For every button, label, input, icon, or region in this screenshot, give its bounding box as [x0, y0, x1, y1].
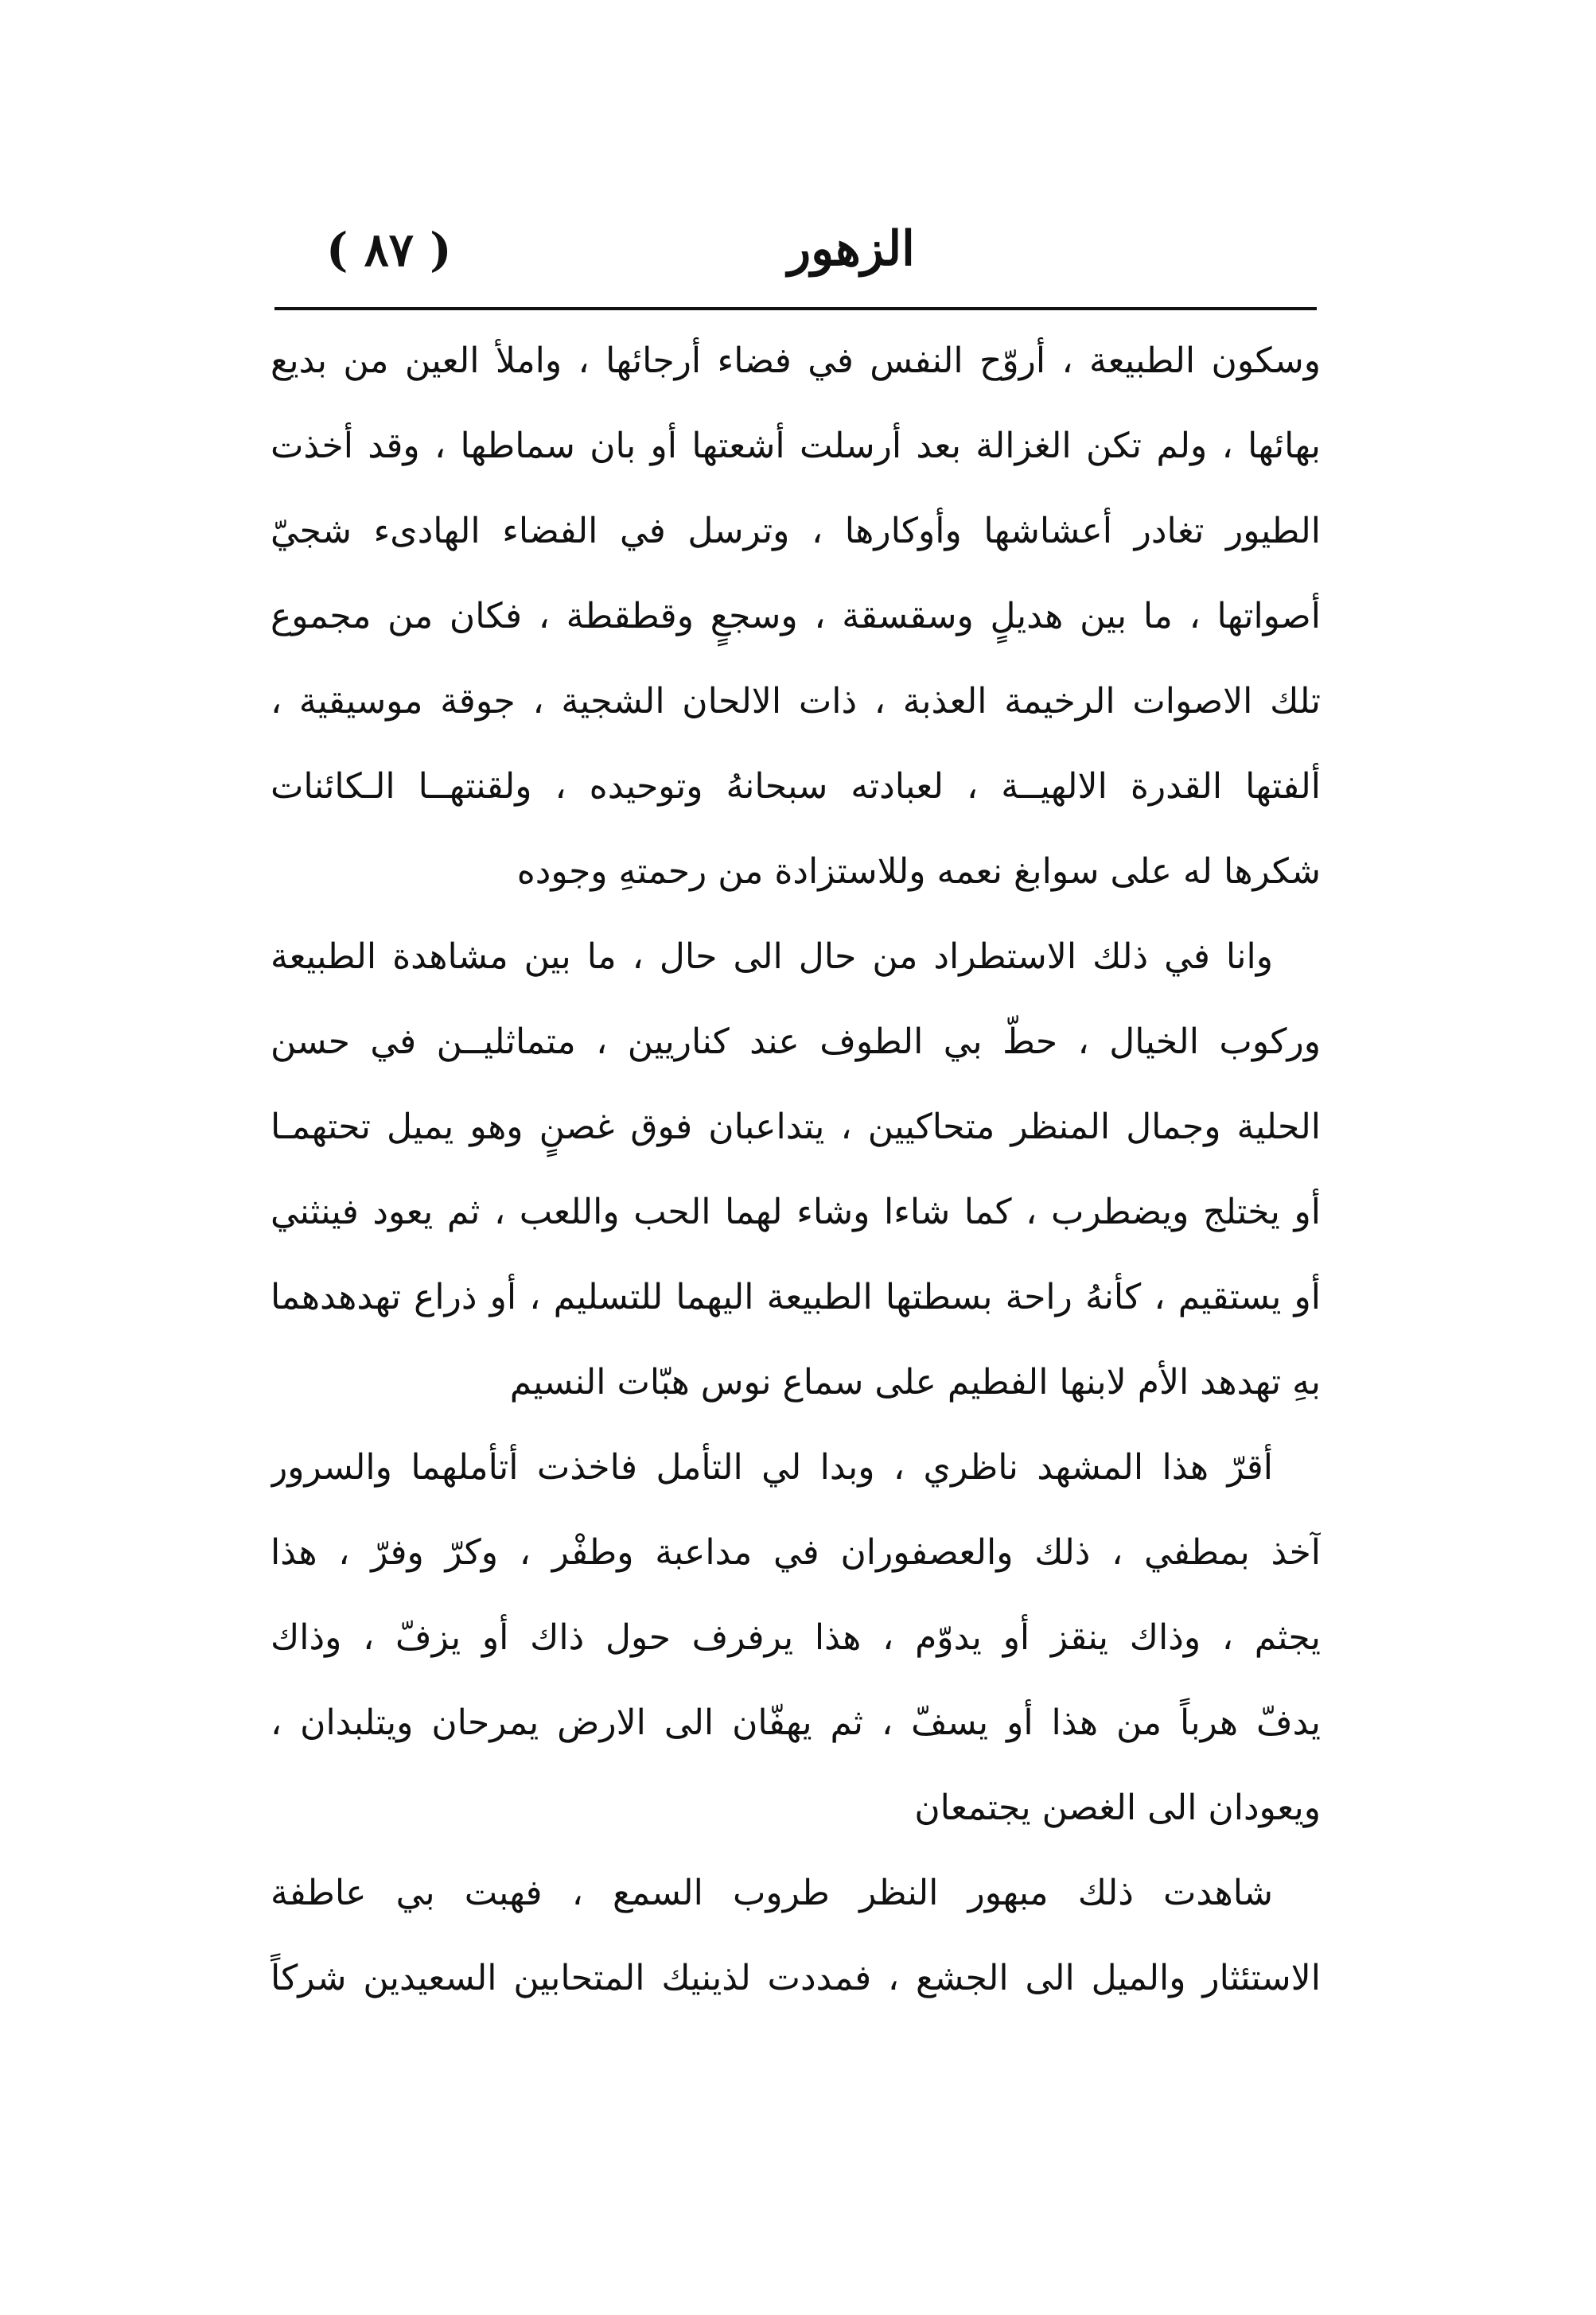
text-line: وسكون الطبيعة ، أروّح النفس في فضاء أرجائها ، واملأ العين من بديع	[271, 340, 1321, 381]
paragraph	[271, 318, 1321, 914]
text-line: شاهدت ذلك مبهور النظر طروب السمع ، فهبت بي عاطفة	[271, 1873, 1273, 1913]
text-line: تلك الاصوات الرخيمة العذبة ، ذات الالحان الشجية ، جوقة موسيقية ،	[271, 681, 1321, 722]
text-line: وركوب الخيال ، حطّ بي الطوف عند كناريين ، متماثليــن في حسن	[271, 1021, 1321, 1062]
page-number: ( ٨٧ )	[326, 223, 452, 277]
text-line: أو يستقيم ، كأنهُ راحة بسطتها الطبيعة اليهما للتسليم ، أو ذراع تهدهدهما	[271, 1277, 1321, 1317]
text-line: ويعودان الى الغصن يجتمعان	[914, 1788, 1321, 1828]
text-line: يجثم ، وذاك ينقز أو يدوّم ، هذا يرفرف حول ذاك أو يزفّ ، وذاك	[271, 1617, 1321, 1658]
header-rule	[274, 307, 1317, 310]
running-title: الزهور	[788, 221, 915, 277]
text-line: بهائها ، ولم تكن الغزالة بعد أرسلت أشعتها أو بان سماطها ، وقد أخذت	[271, 426, 1321, 466]
text-line: شكرها له على سوابغ نعمه وللاستزادة من رحمتهِ وجوده	[516, 851, 1321, 892]
body-text	[271, 318, 1321, 2021]
text-line: آخذ بمطفي ، ذلك والعصفوران في مداعبة وطفْر ، وكرّ وفرّ ، هذا	[271, 1532, 1321, 1573]
paragraph	[271, 1425, 1321, 1850]
paragraph	[271, 1850, 1321, 2021]
text-line: أقرّ هذا المشهد ناظري ، وبدا لي التأمل فاخذت أتأملهما والسرور	[271, 1447, 1273, 1488]
text-line: الحلية وجمال المنظر متحاكيين ، يتداعبان فوق غصنٍ وهو يميل تحتهمـا	[271, 1107, 1321, 1147]
page-header	[271, 215, 1321, 302]
text-line: وانا في ذلك الاستطراد من حال الى حال ، ما بين مشاهدة الطبيعة	[271, 936, 1273, 977]
text-line: أصواتها ، ما بين هديلٍ وسقسقة ، وسجعٍ وقطقطة ، فكان من مجموع	[271, 596, 1321, 636]
text-line: الطيور تغادر أعشاشها وأوكارها ، وترسل في الفضاء الهادىء شجيّ	[271, 511, 1321, 551]
text-line: ألفتها القدرة الالهيــة ، لعبادته سبحانهُ وتوحيده ، ولقنتهــا الـكائنات	[271, 766, 1321, 807]
text-line: الاستئثار والميل الى الجشع ، فمددت لذينيك المتحابين السعيدين شركاً	[271, 1958, 1321, 1998]
text-line: أو يختلج ويضطرب ، كما شاءا وشاء لهما الحب واللعب ، ثم يعود فينثني	[271, 1192, 1321, 1232]
text-line: بهِ تهدهد الأم لابنها الفطيم على سماع نوس هبّات النسيم	[509, 1362, 1321, 1403]
text-line: يدفّ هرباً من هذا أو يسفّ ، ثم يهفّان الى الارض يمرحان ويتلبدان ،	[271, 1702, 1321, 1743]
paragraph	[271, 914, 1321, 1425]
